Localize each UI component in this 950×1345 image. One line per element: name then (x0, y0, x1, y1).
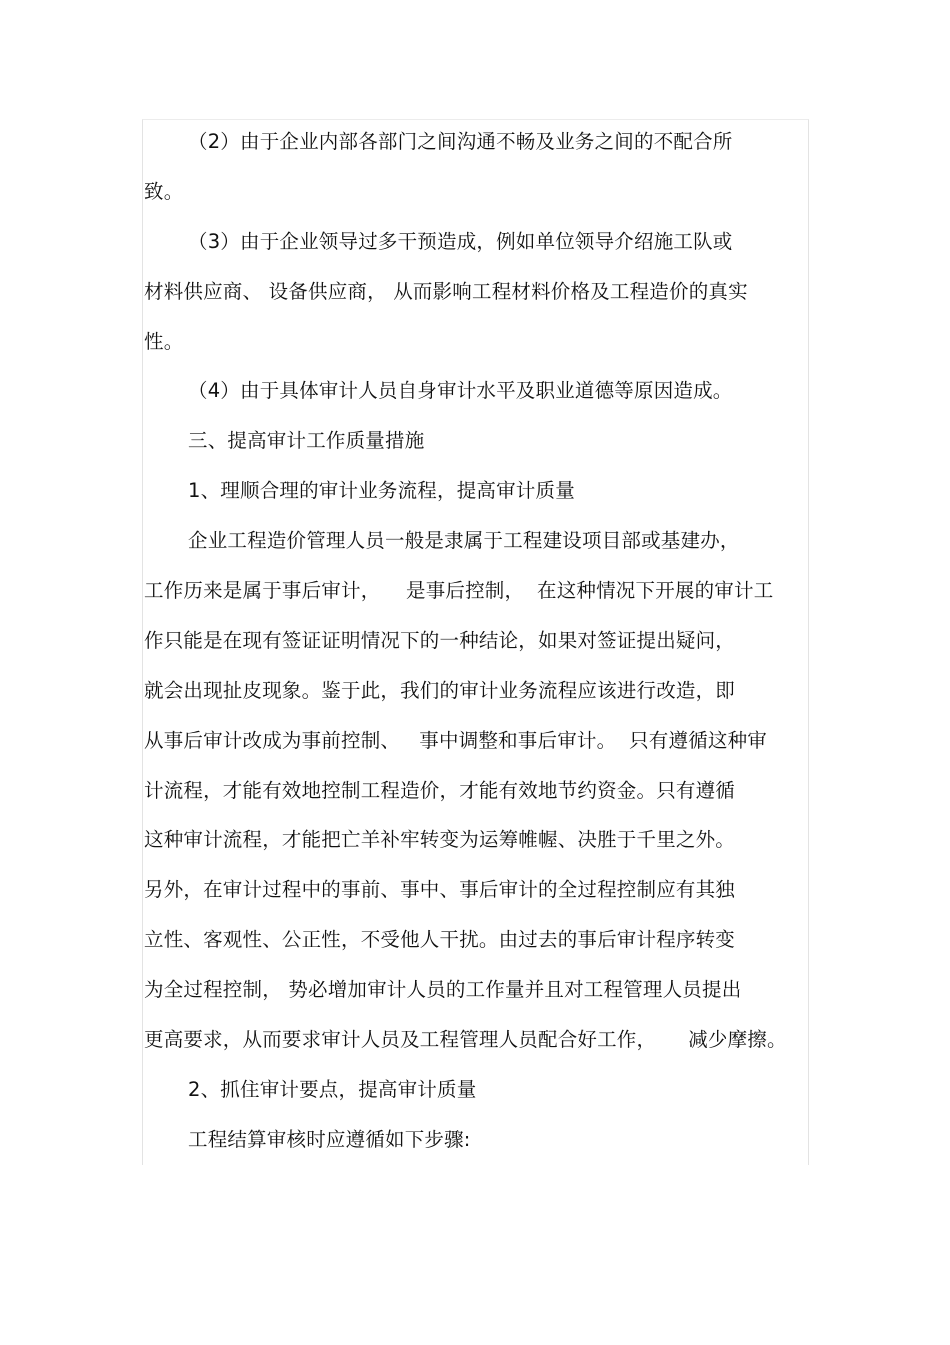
paragraph-line: 从事后审计改成为事前控制、 事中调整和事后审计。 只有遵循这种审 (144, 728, 767, 752)
paragraph-line: 就会出现扯皮现象。鉴于此，我们的审计业务流程应该进行改造，即 (144, 678, 736, 702)
paragraph-line: 企业工程造价管理人员一般是隶属于工程建设项目部或基建办， (188, 529, 740, 553)
paragraph-line: 性。 (144, 329, 184, 353)
subsection-heading: 1、理顺合理的审计业务流程，提高审计质量 (188, 479, 575, 503)
subsection-heading: 2、抓住审计要点，提高审计质量 (188, 1077, 477, 1101)
paragraph-line: （4）由于具体审计人员自身审计水平及职业道德等原因造成。 (188, 379, 733, 403)
paragraph-line: 另外，在审计过程中的事前、事中、事后审计的全过程控制应有其独 (144, 878, 736, 902)
paragraph-line: （3）由于企业领导过多干预造成，例如单位领导介绍施工队或 (188, 229, 733, 253)
paragraph-line: 材料供应商、 设备供应商， 从而影响工程材料价格及工程造价的真实 (144, 279, 748, 303)
paragraph-line: 立性、客观性、公正性，不受他人干扰。由过去的事后审计程序转变 (144, 928, 736, 952)
document-body (144, 117, 812, 1165)
section-heading: 三、提高审计工作质量措施 (188, 429, 425, 453)
paragraph-line: 更高要求，从而要求审计人员及工程管理人员配合好工作， 减少摩擦。 (144, 1028, 787, 1052)
paragraph-line: 致。 (144, 179, 184, 203)
paragraph-line: 工程结算审核时应遵循如下步骤: (188, 1127, 471, 1151)
paragraph-line: 计流程，才能有效地控制工程造价，才能有效地节约资金。只有遵循 (144, 778, 736, 802)
paragraph-line: 为全过程控制， 势必增加审计人员的工作量并且对工程管理人员提出 (144, 978, 742, 1002)
paragraph-line: （2）由于企业内部各部门之间沟通不畅及业务之间的不配合所 (188, 130, 733, 153)
paragraph-line: 工作历来是属于事后审计， 是事后控制， 在这种情况下开展的审计工 (144, 579, 774, 603)
paragraph-line: 作只能是在现有签证证明情况下的一种结论，如果对签证提出疑问， (144, 628, 736, 652)
paragraph-line: 这种审计流程，才能把亡羊补牢转变为运筹帷幄、决胜于千里之外。 (144, 828, 736, 852)
